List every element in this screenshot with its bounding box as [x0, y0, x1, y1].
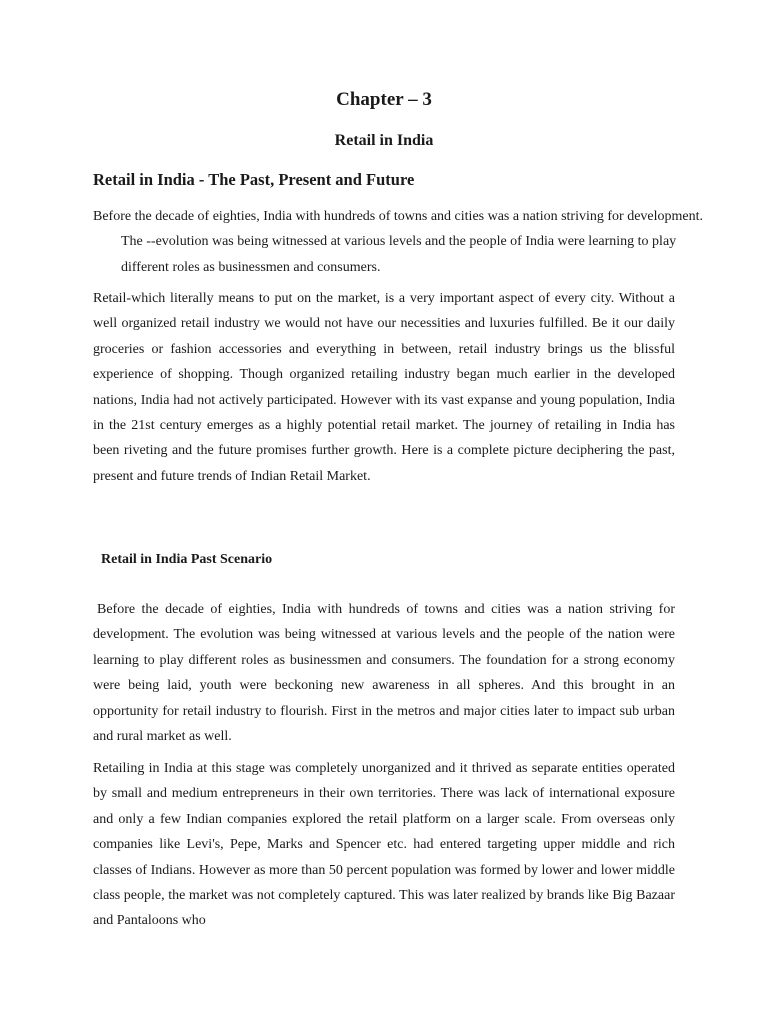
chapter-subtitle: Retail in India: [334, 132, 434, 149]
intro-paragraph: Before the decade of eighties, India with hundreds of towns and cities was a nation striving for development. The --evolution was being witnessed at various levels and the people of India were learning to play different roles as businessmen and consumers.: [93, 209, 703, 275]
past-scenario-paragraph-1: Before the decade of eighties, India with hundreds of towns and cities was a nation striving for development. The evolution was being witnessed at various levels and the people of the nation were learning to play different roles as businessmen and consumers. The foundation for a strong economy were being laid, youth were beckoning new awareness in all spheres. And this brought in an opportunity for retail industry to flourish. First in the metros and major cities later to impact sub urban and rural market as well.: [93, 602, 675, 745]
past-scenario-paragraph-2: Retailing in India at this stage was completely unorganized and it thrived as separate entities operated by small and medium entrepreneurs in their own territories. There was lack of international exposure and only a few Indian companies explored the retail platform on a larger scale. From overseas only companies like Levi's, Pepe, Marks and Spencer etc. had entered targeting upper middle and rich classes of Indians. However as more than 50 percent population was formed by lower and lower middle class people, the market was not completely captured. This was later realized by brands like Big Bazaar and Pantaloons who: [93, 761, 675, 929]
section-heading: Retail in India - The Past, Present and Future: [93, 170, 415, 189]
sub-heading-past-scenario: Retail in India Past Scenario: [101, 552, 273, 567]
chapter-title: Chapter – 3: [336, 89, 432, 110]
retail-definition-paragraph: Retail-which literally means to put on the market, is a very important aspect of every city. Without a well organized retail industry we would not have our necessities and luxuries fulfilled. Be it our daily groceries or fashion accessories and everything in between, retail industry brings us the blissful experience of shopping. Though organized retailing industry began much earlier in the developed nations, India had not actively participated. However with its vast expanse and young population, India in the 21st century emerges as a highly potential retail market. The journey of retailing in India has been riveting and the future promises further growth. Here is a complete picture deciphering the past, present and future trends of Indian Retail Market.: [93, 291, 675, 484]
